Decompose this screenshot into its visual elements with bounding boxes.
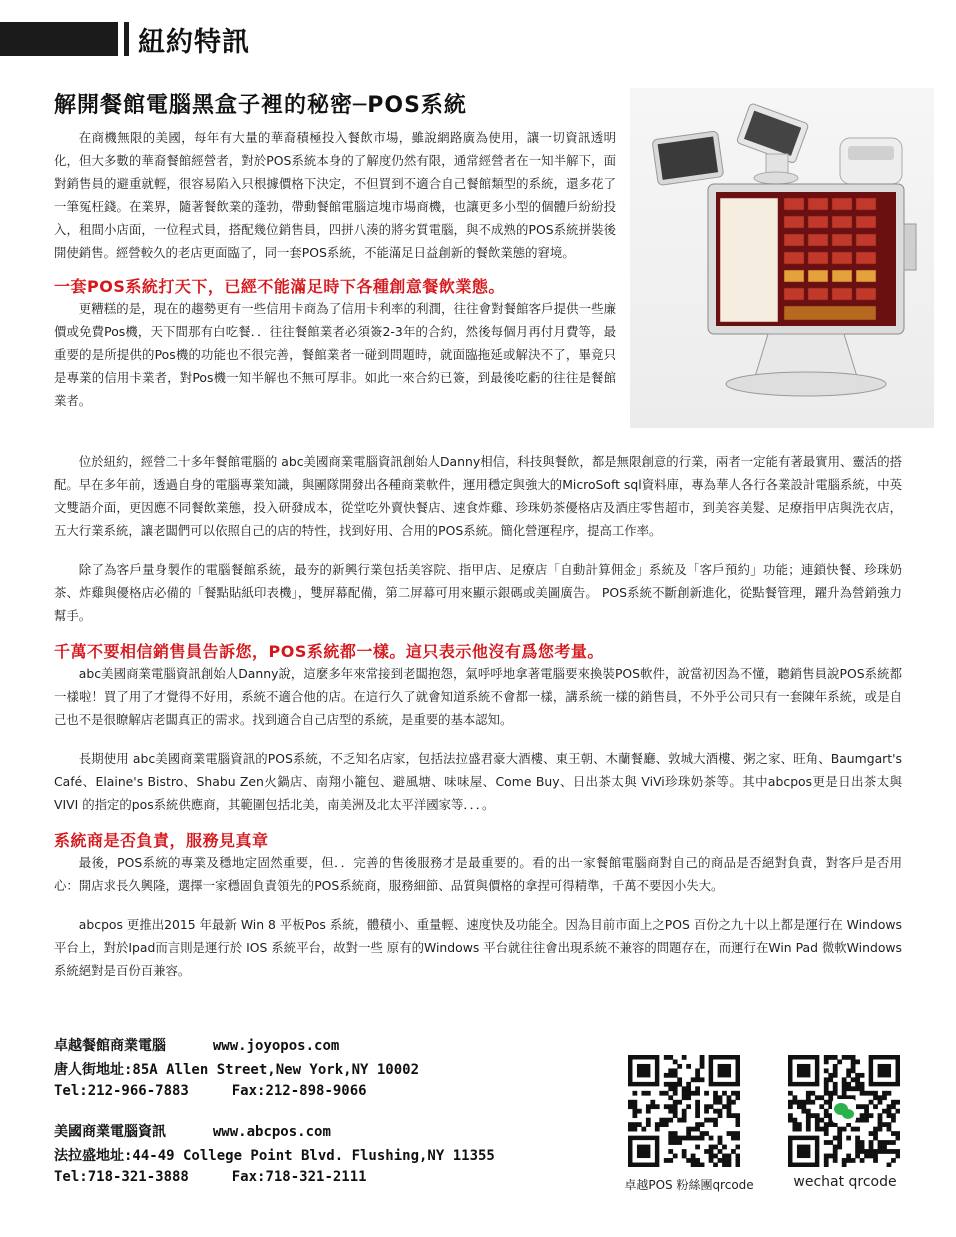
tel-joyopos: Tel:212-966-7883 [54, 1083, 189, 1099]
company-name-abcpos: 美國商業電腦資訊 [54, 1124, 166, 1140]
qrcode-wechat[interactable] [788, 1055, 900, 1167]
qrcode-joyopos-icon [628, 1055, 740, 1167]
header-bar [0, 22, 118, 56]
header-divider [124, 22, 129, 56]
article-title: 解開餐館電腦黑盒子裡的秘密─POS系統 [54, 93, 467, 118]
article-column-wide [54, 450, 902, 982]
headline-not-same: 千萬不要相信銷售員告訴您，POS系統都一樣。這只表示他沒有爲您考量。 [54, 642, 604, 661]
qrcode-wechat-caption: wechat qrcode [793, 1174, 897, 1190]
section-title: 紐約特訊 [138, 27, 250, 58]
paragraph-clients: 長期使用 abc美國商業電腦資訊的POS系統，不乏知名店家，包括法拉盛君豪大酒樓、東王朝、木蘭餐廳、敦城大酒樓、粥之家、旺角、Baumgart's Café、Elaine's Bistro、Shabu Zen火鍋店、南翔小籠包、避風塘、味味屋、Come Buy、日出茶太與 ViVi珍珠奶茶等。其中abcpos更是日出茶太與VIVI 的指定的pos系統供應商，其範圍包括北美，南美洲及北太平洋國家等．．．。 [54, 751, 902, 812]
paragraph-danny: abc美國商業電腦資訊創始人Danny說，這麼多年來常接到老闆抱怨，氣呼呼地拿著電腦要來換裝POS軟件，說當初因為不懂，聽銷售員說POS系統都一樣啦！買了用了才覺得不好用，系統不適合他的店。在這行久了就會知道系統不會都一樣，講系統一樣的銷售員，不外乎公司只有一套陳年系統，或是自己也不是很瞭解店老闆真正的需求。找到適合自己店型的系統，是重要的基本認知。 [54, 666, 902, 727]
tel-abcpos: Tel:718-321-3888 [54, 1169, 189, 1185]
paragraph-after-sales: 最後，POS系統的專業及穩地定固然重要，但．．完善的售後服務才是最重要的。看的出一家餐館電腦商對自己的商品是否絕對負責，對客戶是否用心：開店求長久興隆，選擇一家穩固負責領先的POS系統商，服務細節、品質與價格的拿捏可得精準，千萬不要因小失大。 [54, 855, 902, 893]
fax-abcpos: Fax:718-321-2111 [231, 1169, 367, 1185]
address-flushing: 法拉盛地址:44-49 College Point Blvd. Flushing,NY 11355 [54, 1148, 495, 1164]
address-chinatown: 唐人街地址:85A Allen Street,New York,NY 10002 [54, 1062, 420, 1078]
paragraph-abc-intro: 位於紐約，經營二十多年餐館電腦的 abc美國商業電腦資訊創始人Danny相信，科技與餐飲，都是無限創意的行業，兩者一定能有著最實用、靈活的搭配。早在多年前，透過自身的電腦專業知識，與團隊開發出各種商業軟件，運用穩定與強大的MicroSoft sql資料庫，專為華人各行各業設計電腦系統，中英文雙語介面，更因應不同餐飲業態，投入研發成本，從堂吃外賣快餐店、速食炸雞、珍珠奶茶優格店及酒庄零售超市，到美容美髮、足療指甲店與洗衣店，五大行業系統，讓老闆們可以依照自己的店的特性，找到好用、合用的POS系統。簡化營運程序，提高工作率。 [54, 454, 902, 538]
qrcode-joyopos-caption: 卓越POS 粉絲團qrcode [624, 1178, 754, 1192]
contact-block [54, 1035, 614, 1193]
paragraph-win8: abcpos 更推出2015 年最新 Win 8 平板Pos 系統，體積小、重量輕、速度快及功能全。因為目前市面上之POS 百份之九十以上都是運行在 Windows 平台上，對於Ipad而言則是運行於 IOS 系統平台，故對一些 原有的Windows 平台就往往會出現系統不兼容的問題存在，而運行在Win Pad 微軟Windows 系統絕對是百份百兼容。 [54, 917, 902, 978]
headline-one-system: 一套POS系統打天下，已經不能滿足時下各種創意餐飲業態。 [54, 277, 505, 296]
website-joyopos[interactable]: www.joyopos.com [212, 1038, 340, 1054]
pos-terminal-illustration [630, 88, 934, 428]
paragraph-features: 除了為客戶量身製作的電腦餐館系統，最夯的新興行業包括美容院、指甲店、足療店「自動計算佣金」系統及「客戶預約」功能；連鎖快餐、珍珠奶茶、炸雞與優格店必備的「餐點貼紙印表機」，雙屏幕配備，第二屏幕可用來顯示銀碼或美圖廣告。 POS系統不斷創新進化，從點餐管理，躍升為營銷強力幫手。 [54, 562, 902, 623]
qrcode-joyopos[interactable] [628, 1055, 740, 1167]
website-abcpos[interactable]: www.abcpos.com [212, 1124, 331, 1140]
paragraph-credit-card: 更糟糕的是，現在的趨勢更有一些信用卡商為了信用卡利率的利潤，往往會對餐館客戶提供一些廉價或免費Pos機，天下間那有白吃餐．．往往餐館業者必須簽2-3年的合約，然後每個月再付月費等，最重要的是所提供的Pos機的功能也不很完善，餐館業者一碰到問題時，就面臨拖延或解決不了，畢竟只是專業的信用卡業者，對Pos機一知半解也不無可厚非。如此一來合約已簽，到最後吃虧的往往是餐館業者。 [54, 301, 616, 408]
headline-service: 系統商是否負責，服務見真章 [54, 831, 269, 850]
qrcode-wechat-icon [788, 1055, 900, 1167]
paragraph-intro: 在商機無限的美國，每年有大量的華裔積極投入餐飲市場，雖說網路廣為使用，讓一切資訊透明化，但大多數的華裔餐館經營者，對於POS系統本身的了解度仍然有限，通常經營者在一知半解下，面對銷售員的避重就輕，很容易陷入只根據價格下決定，不但買到不適合自己餐館類型的系統，還多花了一筆冤枉錢。在業界，隨著餐飲業的蓬勃，帶動餐館電腦這塊市場商機，也讓更多小型的個體戶紛紛投入，租間小店面，一位程式員，搭配幾位銷售員，四拼八湊的將劣質電腦，與不成熟的POS系統拼裝後開使銷售。經營較久的老店更面臨了，同一套POS系統，不能滿足日益創新的餐飲業態的窘境。 [54, 130, 616, 260]
pos-product-photo [630, 88, 934, 428]
article-column-narrow [54, 126, 616, 412]
fax-joyopos: Fax:212-898-9066 [231, 1083, 367, 1099]
company-name-joyopos: 卓越餐館商業電腦 [54, 1038, 166, 1054]
